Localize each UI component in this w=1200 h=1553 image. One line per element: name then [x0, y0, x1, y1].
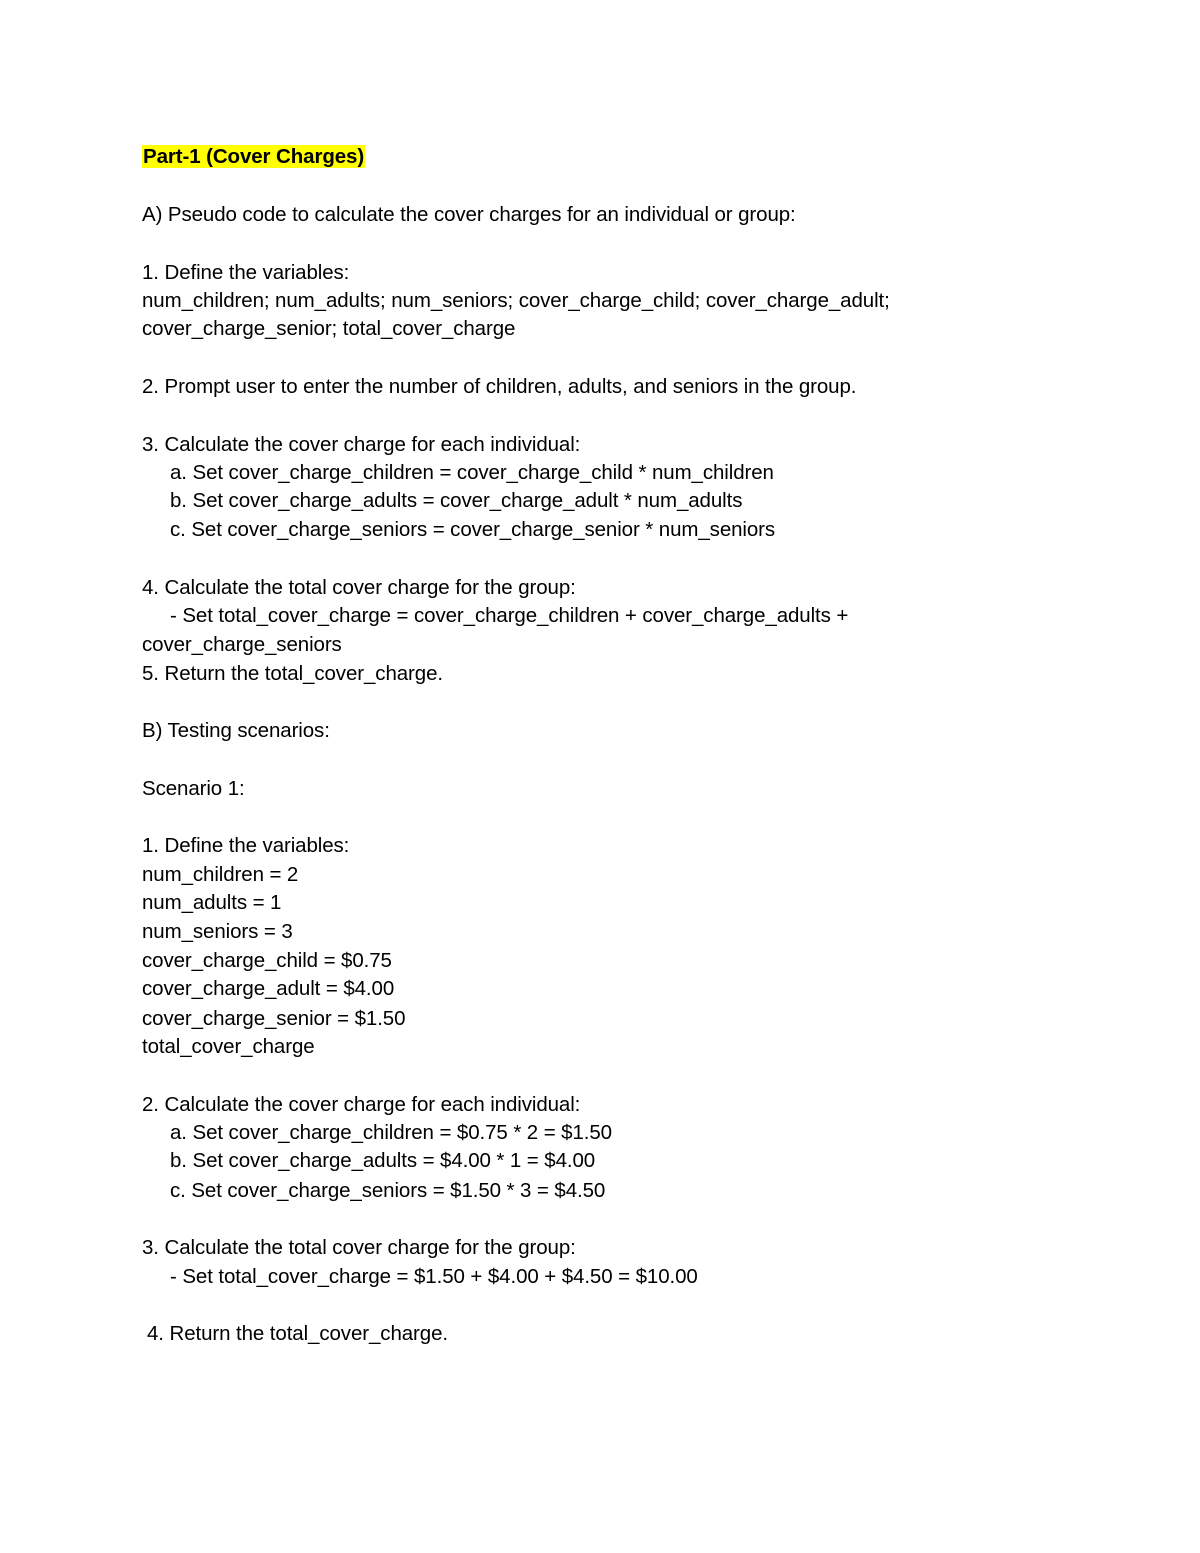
section-a-step4a-line2: cover_charge_seniors [142, 633, 342, 656]
scenario-var-charge-adult: cover_charge_adult = $4.00 [142, 977, 395, 1000]
section-a-step5: 5. Return the total_cover_charge. [142, 662, 443, 685]
section-b-heading: B) Testing scenarios: [142, 719, 330, 742]
scenario-step4: 4. Return the total_cover_charge. [147, 1322, 448, 1345]
scenario-var-seniors: num_seniors = 3 [142, 920, 293, 943]
section-a-step2: 2. Prompt user to enter the number of children, adults, and seniors in the group. [142, 375, 857, 398]
scenario-step3a: - Set total_cover_charge = $1.50 + $4.00 + $4.50 = $10.00 [170, 1265, 698, 1288]
title-line [142, 142, 365, 171]
section-a-step4a-line1: - Set total_cover_charge = cover_charge_children + cover_charge_adults + [170, 604, 849, 627]
section-a-heading: A) Pseudo code to calculate the cover charges for an individual or group: [142, 203, 796, 226]
scenario-var-children: num_children = 2 [142, 863, 299, 886]
scenario-title: Scenario 1: [142, 777, 245, 800]
section-a-step1: 1. Define the variables: [142, 261, 350, 284]
section-a-step4: 4. Calculate the total cover charge for the group: [142, 576, 576, 599]
scenario-step2b: b. Set cover_charge_adults = $4.00 * 1 = $4.00 [170, 1149, 596, 1172]
scenario-var-charge-senior: cover_charge_senior = $1.50 [142, 1007, 406, 1030]
scenario-var-adults: num_adults = 1 [142, 891, 282, 914]
scenario-step2: 2. Calculate the cover charge for each individual: [142, 1093, 581, 1116]
scenario-step2c: c. Set cover_charge_seniors = $1.50 * 3 = $4.50 [170, 1179, 606, 1202]
page-title: Part-1 (Cover Charges) [143, 145, 365, 168]
section-a-step3b: b. Set cover_charge_adults = cover_charge_adult * num_adults [170, 489, 743, 512]
section-a-step3c: c. Set cover_charge_seniors = cover_charge_senior * num_seniors [170, 518, 776, 541]
scenario-step3: 3. Calculate the total cover charge for the group: [142, 1236, 576, 1259]
section-a-vars-line1: num_children; num_adults; num_seniors; cover_charge_child; cover_charge_adult; [142, 289, 890, 312]
section-a-step3: 3. Calculate the cover charge for each individual: [142, 433, 581, 456]
section-a-vars-line2: cover_charge_senior; total_cover_charge [142, 317, 516, 340]
scenario-step2a: a. Set cover_charge_children = $0.75 * 2 = $1.50 [170, 1121, 612, 1144]
section-a-step3a: a. Set cover_charge_children = cover_charge_child * num_children [170, 461, 774, 484]
scenario-var-charge-child: cover_charge_child = $0.75 [142, 949, 392, 972]
scenario-step1: 1. Define the variables: [142, 834, 350, 857]
scenario-var-total: total_cover_charge [142, 1035, 315, 1058]
